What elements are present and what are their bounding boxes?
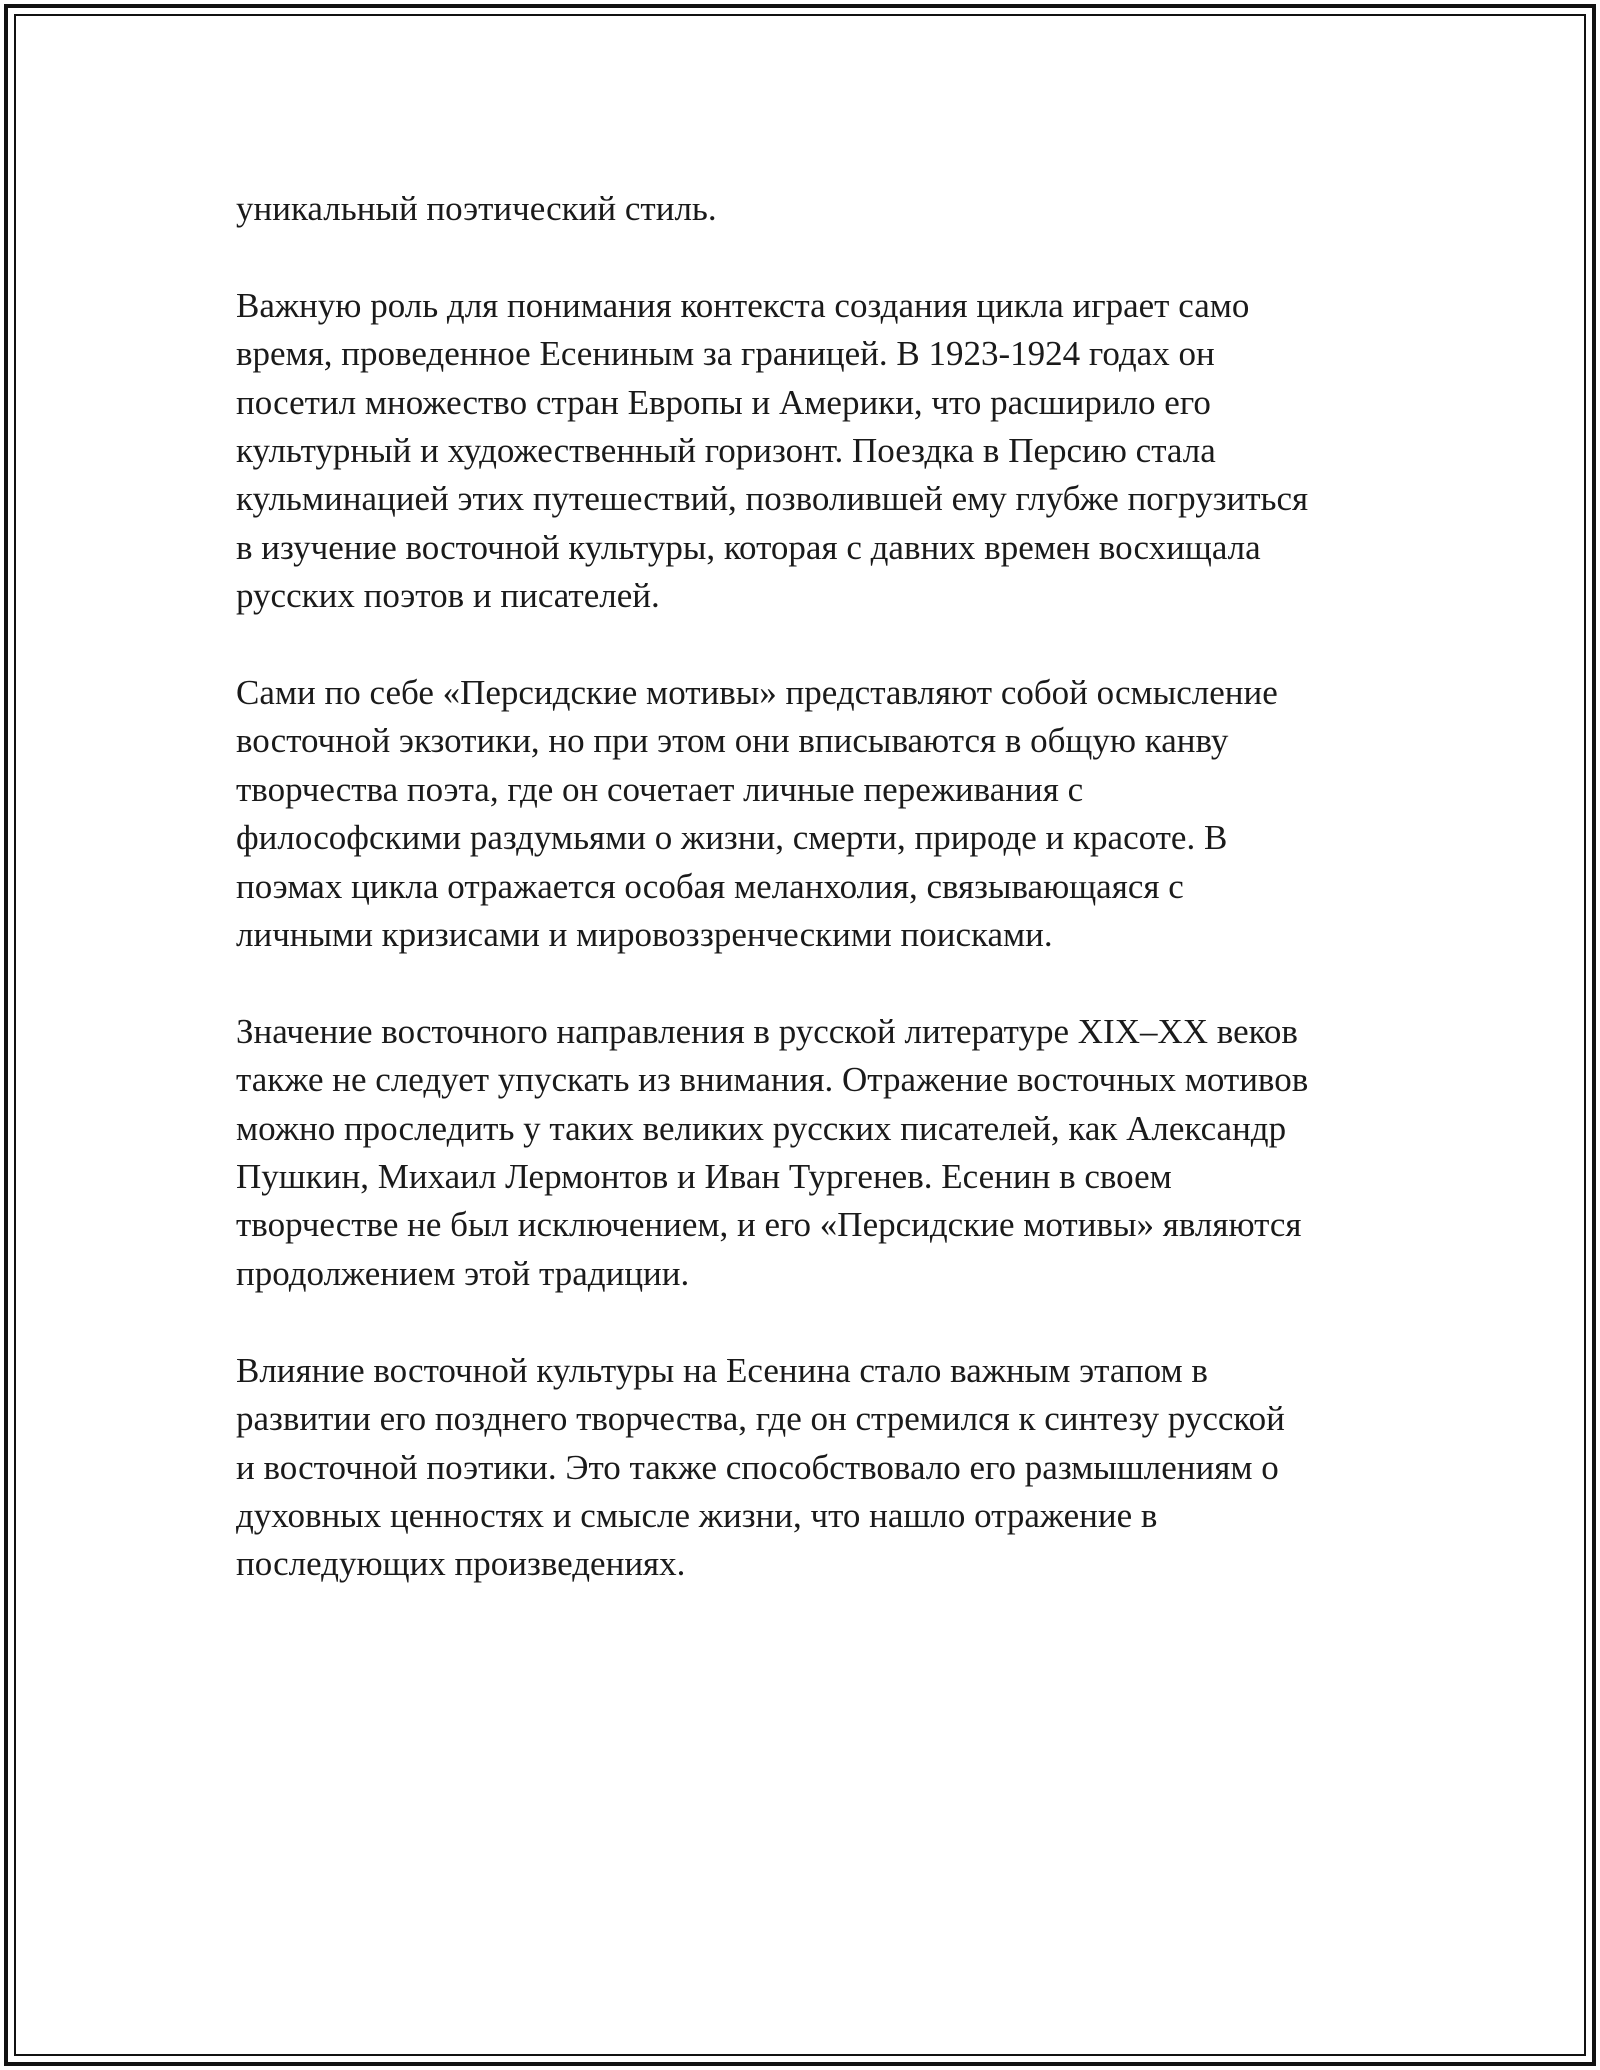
- paragraph: [236, 282, 1416, 621]
- text-line: и восточной поэтики. Это также способствовало его размышлениям о: [236, 1447, 1279, 1487]
- text-line: Важную роль для понимания контекста создания цикла играет само: [236, 285, 1250, 325]
- text-line: посетил множество стран Европы и Америки, что расширило его: [236, 382, 1211, 422]
- text-line: культурный и художественный горизонт. Поездка в Персию стала: [236, 431, 1216, 471]
- text-line: продолжением этой традиции.: [236, 1253, 690, 1293]
- text-line: в изучение восточной культуры, которая с давних времен восхищала: [236, 527, 1261, 567]
- text-line: развитии его позднего творчества, где он стремился к синтезу русской: [236, 1399, 1285, 1439]
- text-line: Значение восточного направления в русской литературе XIX–XX веков: [236, 1011, 1298, 1051]
- paragraph: [236, 185, 1416, 233]
- text-line: творчестве не был исключением, и его «Персидские мотивы» являются: [236, 1205, 1302, 1245]
- text-line: духовных ценностях и смысле жизни, что нашло отражение в: [236, 1495, 1158, 1535]
- text-line: Влияние восточной культуры на Есенина стало важным этапом в: [236, 1350, 1208, 1390]
- text-line: кульминацией этих путешествий, позволившей ему глубже погрузиться: [236, 479, 1309, 519]
- text-line: Пушкин, Михаил Лермонтов и Иван Тургенев. Есенин в своем: [236, 1157, 1172, 1197]
- text-line: философскими раздумьями о жизни, смерти, природе и красоте. В: [236, 818, 1228, 858]
- text-line: личными кризисами и мировоззренческими поисками.: [236, 915, 1053, 955]
- paragraph: [236, 1008, 1416, 1298]
- text-line: можно проследить у таких великих русских писателей, как Александр: [236, 1108, 1287, 1148]
- text-line: русских поэтов и писателей.: [236, 576, 660, 616]
- paragraph: [236, 669, 1416, 959]
- text-line: также не следует упускать из внимания. Отражение восточных мотивов: [236, 1060, 1309, 1100]
- paragraph: [236, 1347, 1416, 1589]
- text-line: Сами по себе «Персидские мотивы» представляют собой осмысление: [236, 673, 1278, 713]
- text-line: поэмах цикла отражается особая меланхолия, связывающаяся с: [236, 866, 1184, 906]
- text-line: творчества поэта, где он сочетает личные переживания с: [236, 769, 1084, 809]
- text-line: уникальный поэтический стиль.: [236, 189, 717, 228]
- text-line: восточной экзотики, но при этом они вписываются в общую канву: [236, 721, 1229, 761]
- text-line: время, проведенное Есениным за границей. В 1923-1924 годах он: [236, 334, 1215, 374]
- document-body: [236, 185, 1416, 1637]
- text-line: последующих произведениях.: [236, 1544, 686, 1584]
